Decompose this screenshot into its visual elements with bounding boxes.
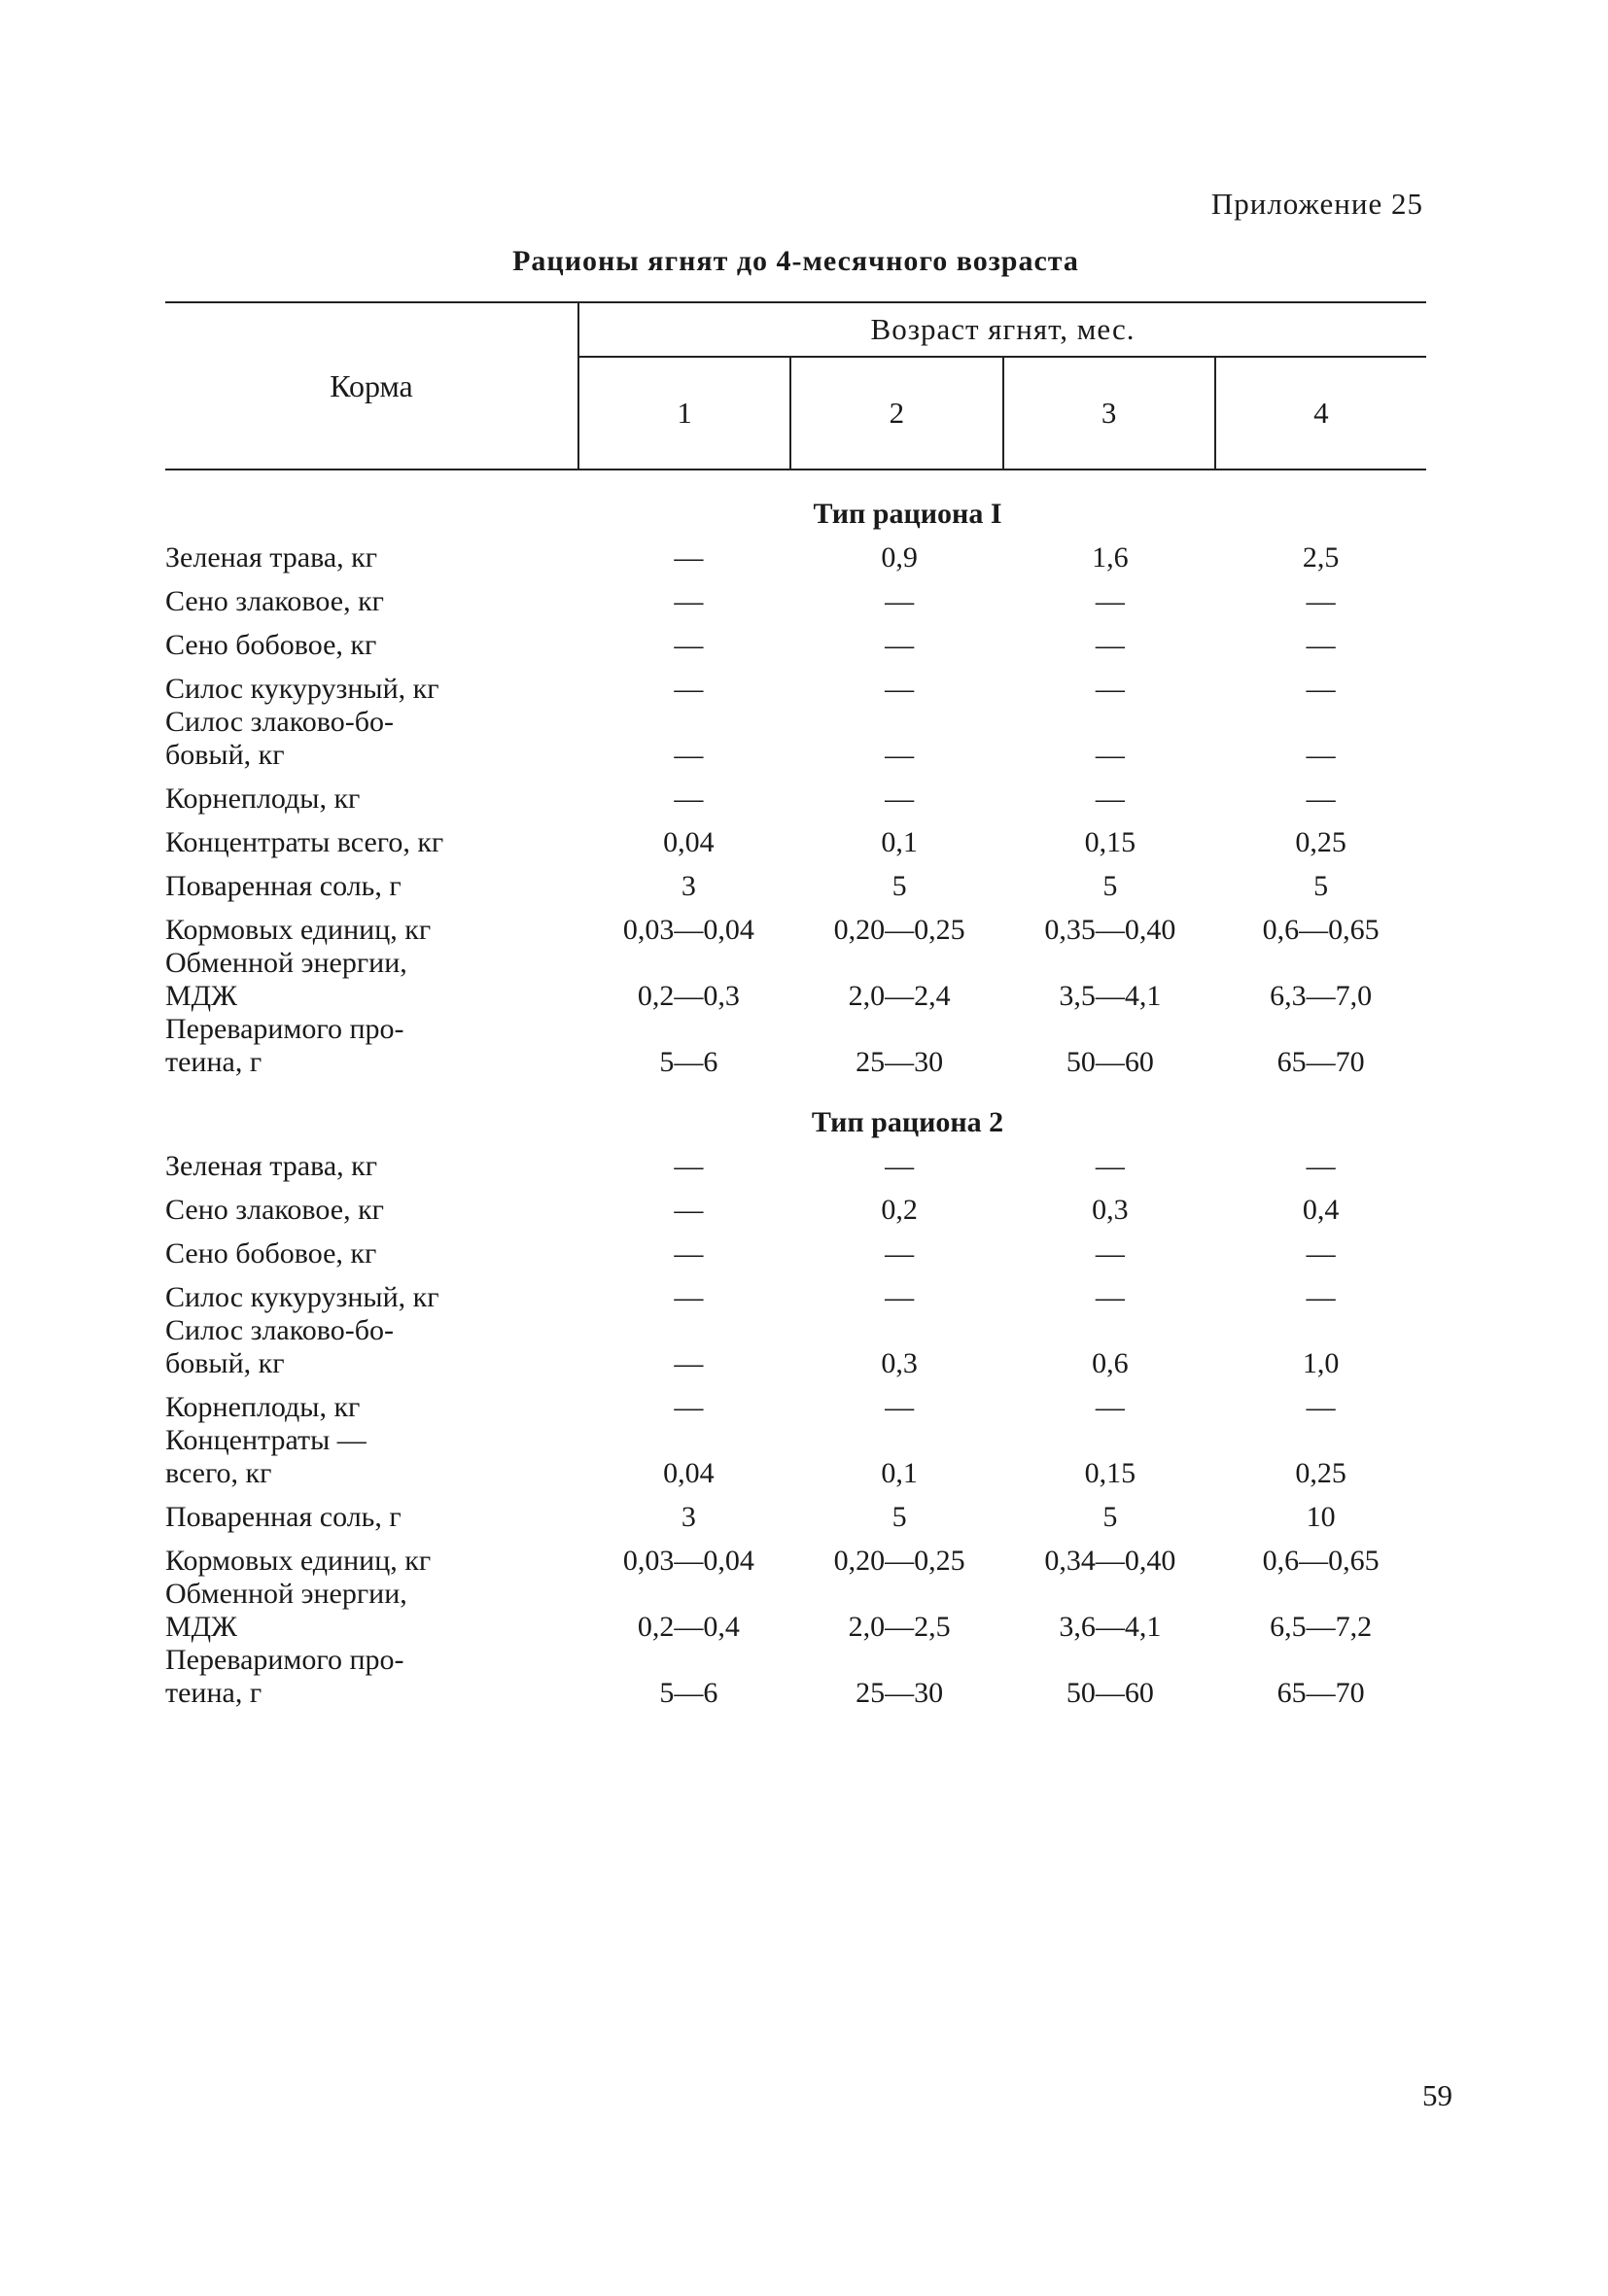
table-row xyxy=(165,1183,1426,1227)
value-cell: — xyxy=(674,1281,704,1313)
table-row xyxy=(165,1013,1426,1079)
table-row xyxy=(165,618,1426,662)
value-cell: 0,03—0,04 xyxy=(622,1545,754,1577)
value-cell: — xyxy=(1306,1391,1336,1423)
feed-name: Зеленая трава, кг xyxy=(165,1150,378,1182)
feed-name: Концентраты всего, кг xyxy=(165,826,444,858)
feed-name: Кормовых единиц, кг xyxy=(165,1545,432,1577)
value-cell: — xyxy=(1095,783,1125,815)
feed-name: Обменной энергии, МДЖ xyxy=(165,947,407,1012)
value-cell: 3 xyxy=(681,1501,696,1533)
table-row xyxy=(165,947,1426,1013)
value-cell: — xyxy=(885,739,915,771)
table-row xyxy=(165,816,1426,859)
value-cell: — xyxy=(674,629,704,661)
value-cell: 25—30 xyxy=(856,1046,944,1078)
value-cell: 0,03—0,04 xyxy=(622,914,754,946)
value-cell: 0,15 xyxy=(1084,1457,1136,1489)
table-row xyxy=(165,662,1426,706)
feed-name: Силос кукурузный, кг xyxy=(165,1281,439,1313)
section-title: Тип рациона 2 xyxy=(811,1106,1004,1138)
value-cell: 0,20—0,25 xyxy=(833,1545,965,1577)
table-row xyxy=(165,903,1426,947)
value-cell: 5 xyxy=(1313,870,1329,902)
value-cell: 0,25 xyxy=(1295,1457,1346,1489)
value-cell: 0,35—0,40 xyxy=(1044,914,1176,946)
feed-name: Переваримого про- теина, г xyxy=(165,1013,404,1078)
value-cell: — xyxy=(1095,1150,1125,1182)
month-headers xyxy=(579,358,1426,469)
month-header-1: 1 xyxy=(579,358,791,469)
value-cell: 0,2—0,4 xyxy=(637,1611,740,1643)
value-cell: 0,34—0,40 xyxy=(1044,1545,1176,1577)
feed-name: Сено злаковое, кг xyxy=(165,585,384,617)
feed-name: Обменной энергии, МДЖ xyxy=(165,1578,407,1643)
table-row xyxy=(165,1380,1426,1424)
value-cell: — xyxy=(1095,1237,1125,1270)
feed-name: Зеленая трава, кг xyxy=(165,541,378,574)
table-row xyxy=(165,1139,1426,1183)
month-header-2: 2 xyxy=(791,358,1003,469)
value-cell: 5—6 xyxy=(659,1677,718,1709)
value-cell: 6,3—7,0 xyxy=(1270,980,1373,1012)
value-cell: — xyxy=(885,783,915,815)
table-row xyxy=(165,772,1426,816)
feed-name: Силос злаково-бо- бовый, кг xyxy=(165,706,394,771)
value-cell: — xyxy=(1306,783,1336,815)
value-cell: — xyxy=(674,1194,704,1226)
table-title: Рационы ягнят до 4-месячного возраста xyxy=(512,245,1079,277)
value-cell: — xyxy=(674,783,704,815)
rations-table xyxy=(165,301,1426,1710)
value-cell: 0,04 xyxy=(663,826,715,858)
value-cell: 5 xyxy=(891,870,907,902)
value-cell: — xyxy=(885,1150,915,1182)
feed-column-header: Корма xyxy=(165,303,579,469)
value-cell: 0,3 xyxy=(1092,1194,1129,1226)
value-cell: 5 xyxy=(891,1501,907,1533)
month-header-4: 4 xyxy=(1313,396,1329,430)
value-cell: — xyxy=(1095,673,1125,705)
value-cell: — xyxy=(885,1237,915,1270)
value-cell: 0,2 xyxy=(881,1194,918,1226)
feed-name: Кормовых единиц, кг xyxy=(165,914,432,946)
feed-name: Концентраты — всего, кг xyxy=(165,1424,367,1489)
table-row xyxy=(165,574,1426,618)
value-cell: — xyxy=(674,1391,704,1423)
feed-name: Силос кукурузный, кг xyxy=(165,673,439,705)
value-cell: 0,04 xyxy=(663,1457,715,1489)
value-cell: 0,2—0,3 xyxy=(637,980,740,1012)
table-header xyxy=(165,301,1426,470)
value-cell: — xyxy=(885,673,915,705)
value-cell: — xyxy=(1095,629,1125,661)
value-cell: 65—70 xyxy=(1276,1046,1365,1078)
value-cell: 0,20—0,25 xyxy=(833,914,965,946)
value-cell: — xyxy=(1095,1281,1125,1313)
value-cell: 0,6 xyxy=(1092,1347,1129,1379)
value-cell: 2,0—2,5 xyxy=(848,1611,951,1643)
value-cell: — xyxy=(1306,1150,1336,1182)
value-cell: 0,4 xyxy=(1302,1194,1340,1226)
age-column-header: Возраст ягнят, мес. xyxy=(579,303,1426,358)
appendix-label: Приложение 25 xyxy=(1210,187,1423,221)
value-cell: — xyxy=(1306,629,1336,661)
value-cell: — xyxy=(1306,1237,1336,1270)
value-cell: — xyxy=(1306,673,1336,705)
value-cell: 3,6—4,1 xyxy=(1059,1611,1162,1643)
value-cell: 0,9 xyxy=(881,541,918,574)
feed-name: Сено бобовое, кг xyxy=(165,629,377,661)
value-cell: — xyxy=(885,585,915,617)
value-cell: 0,1 xyxy=(881,826,918,858)
value-cell: 0,3 xyxy=(881,1347,918,1379)
value-cell: — xyxy=(1095,585,1125,617)
value-cell: — xyxy=(885,629,915,661)
value-cell: 0,6—0,65 xyxy=(1262,1545,1380,1577)
value-cell: 5—6 xyxy=(659,1046,718,1078)
value-cell: — xyxy=(674,673,704,705)
value-cell: — xyxy=(1095,1391,1125,1423)
value-cell: 0,6—0,65 xyxy=(1262,914,1380,946)
value-cell: — xyxy=(674,1347,704,1379)
value-cell: — xyxy=(885,1391,915,1423)
value-cell: 0,15 xyxy=(1084,826,1136,858)
value-cell: 10 xyxy=(1306,1501,1336,1533)
value-cell: 65—70 xyxy=(1276,1677,1365,1709)
value-cell: 0,1 xyxy=(881,1457,918,1489)
value-cell: — xyxy=(674,1237,704,1270)
feed-name: Силос злаково-бо- бовый, кг xyxy=(165,1314,394,1379)
value-cell: — xyxy=(1306,585,1336,617)
table-row xyxy=(165,531,1426,574)
value-cell: 1,0 xyxy=(1302,1347,1340,1379)
feed-name: Сено бобовое, кг xyxy=(165,1237,377,1270)
section-title: Тип рациона I xyxy=(813,498,1002,530)
value-cell: 5 xyxy=(1102,1501,1118,1533)
value-cell: 0,25 xyxy=(1295,826,1346,858)
table-row xyxy=(165,859,1426,903)
page-number: 59 xyxy=(1422,2078,1452,2112)
value-cell: 50—60 xyxy=(1066,1046,1154,1078)
value-cell: 2,0—2,4 xyxy=(848,980,951,1012)
table-row xyxy=(165,1644,1426,1710)
table-row xyxy=(165,706,1426,772)
value-cell: — xyxy=(674,585,704,617)
table-row xyxy=(165,1227,1426,1270)
feed-name: Поваренная соль, г xyxy=(165,870,402,902)
value-cell: 6,5—7,2 xyxy=(1270,1611,1373,1643)
value-cell: 3 xyxy=(681,870,696,902)
value-cell: 50—60 xyxy=(1066,1677,1154,1709)
feed-name: Корнеплоды, кг xyxy=(165,1391,361,1423)
value-cell: — xyxy=(674,1150,704,1182)
table-body xyxy=(165,470,1426,1710)
feed-name: Поваренная соль, г xyxy=(165,1501,402,1533)
feed-name: Сено злаковое, кг xyxy=(165,1194,384,1226)
value-cell: 2,5 xyxy=(1302,541,1340,574)
value-cell: 5 xyxy=(1102,870,1118,902)
value-cell: — xyxy=(674,739,704,771)
table-row xyxy=(165,1490,1426,1534)
table-row xyxy=(165,1314,1426,1380)
feed-name: Переваримого про- теина, г xyxy=(165,1644,404,1709)
value-cell: — xyxy=(1306,1281,1336,1313)
table-row xyxy=(165,1424,1426,1490)
value-cell: 3,5—4,1 xyxy=(1059,980,1162,1012)
value-cell: — xyxy=(1306,739,1336,771)
table-row xyxy=(165,1534,1426,1578)
month-header-3: 3 xyxy=(1004,358,1216,469)
value-cell: — xyxy=(674,541,704,574)
value-cell: 25—30 xyxy=(856,1677,944,1709)
value-cell: 1,6 xyxy=(1092,541,1129,574)
table-row xyxy=(165,1578,1426,1644)
value-cell: — xyxy=(885,1281,915,1313)
table-row xyxy=(165,1270,1426,1314)
feed-name: Корнеплоды, кг xyxy=(165,783,361,815)
value-cell: — xyxy=(1095,739,1125,771)
